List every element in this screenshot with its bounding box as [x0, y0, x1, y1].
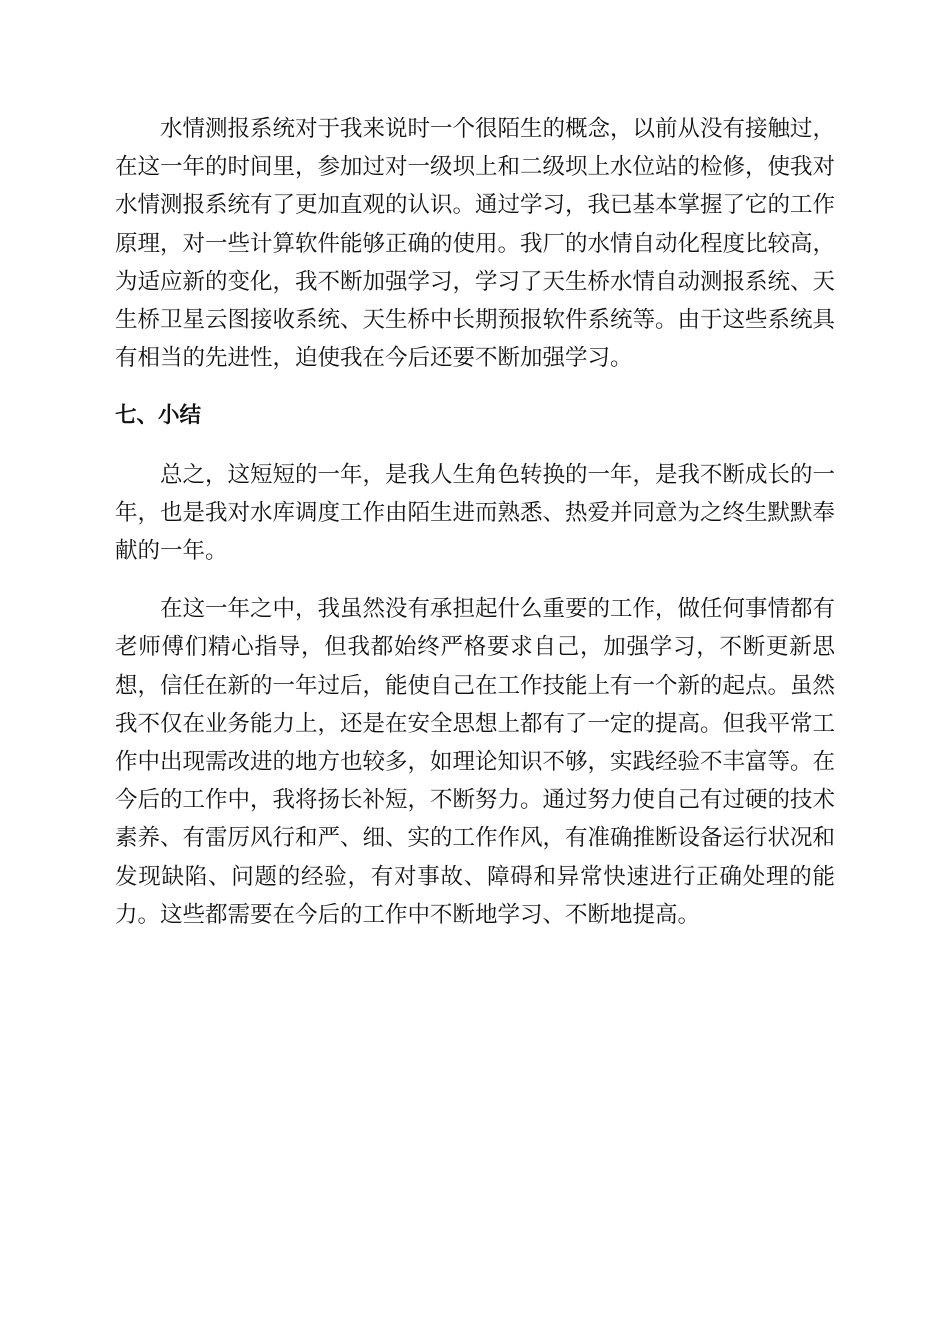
document-body — [115, 110, 835, 954]
paragraph-hydrology-system: 水情测报系统对于我来说时一个很陌生的概念，以前从没有接触过，在这一年的时间里，参加过对一级坝上和二级坝上水位站的检修，使我对水情测报系统有了更加直观的认识。通过学习，我已基本掌握了它的工作原理，对一些计算软件能够正确的使用。我厂的水情自动化程度比较高，为适应新的变化，我不断加强学习，学习了天生桥水情自动测报系统、天生桥卫星云图接收系统、天生桥中长期预报软件系统等。由于这些系统具有相当的先进性，迫使我在今后还要不断加强学习。 — [115, 116, 836, 372]
paragraph-summary-2: 在这一年之中，我虽然没有承担起什么重要的工作，做任何事情都有老师傅们精心指导，但我都始终严格要求自己，加强学习，不断更新思想，信任在新的一年过后，能使自己在工作技能上有一个新的起点。虽然我不仅在业务能力上，还是在安全思想上都有了一定的提高。但我平常工作中出现需改进的地方也较多，如理论知识不够，实践经验不丰富等。在今后的工作中，我将扬长补短，不断努力。通过努力使自己有过硬的技术素养、有雷厉风行和严、细、实的工作作风，有准确推断设备运行状况和发现缺陷、问题的经验，有对事故、障碍和异常快速进行正确处理的能力。这些都需要在今后的工作中不断地学习、不断地提高。 — [115, 596, 836, 928]
section-heading-summary: 七、小结 — [115, 403, 202, 429]
paragraph-summary-1: 总之，这短短的一年，是我人生角色转换的一年，是我不断成长的一年，也是我对水库调度工作由陌生进而熟悉、热爱并同意为之终生默默奉献的一年。 — [115, 461, 836, 565]
